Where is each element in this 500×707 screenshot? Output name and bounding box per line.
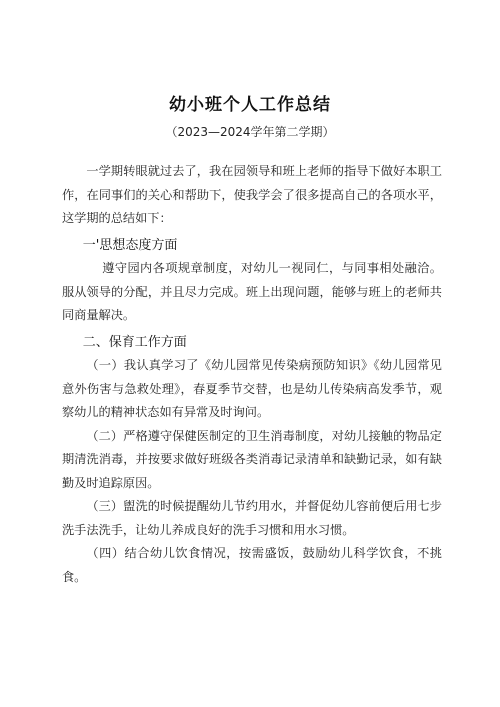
care-paragraph-3: （三）盥洗的时候提醒幼儿节约用水，并督促幼儿容前便后用七步洗手法洗手，让幼儿养成良好的洗手习惯和用水习惯。: [62, 499, 442, 537]
section-heading-attitude: 一'思想态度方面: [82, 237, 178, 253]
section-heading-care-work: 二、保育工作方面: [82, 334, 187, 350]
care-paragraph-1: （一）我认真学习了《幼儿园常见传染病预防知识》《幼儿园常见意外伤害与急救处理》，春夏季节交替，也是幼儿传染病高发季节，观察幼儿的精神状态如有异常及时询问。: [62, 358, 442, 419]
document-subtitle: （2023—2024学年第二学期）: [165, 125, 335, 139]
care-paragraph-2: （二）严格遵守保健医制定的卫生消毒制度，对幼儿接触的物品定期清洗消毒，并按要求做好班级各类消毒记录清单和缺勤记录，如有缺勤及时追踪原因。: [62, 428, 442, 490]
intro-paragraph: 一学期转眼就过去了，我在园领导和班上老师的指导下做好本职工作，在同事们的关心和帮助下，使我学会了很多提高自己的各项水平，这学期的总结如下：: [62, 164, 442, 225]
care-paragraph-4: （四）结合幼儿饮食情况，按需盛饭，鼓励幼儿科学饮食，不挑食。: [62, 546, 442, 584]
document-body: [62, 160, 442, 589]
attitude-paragraph: 遵守园内各项规章制度，对幼儿一视同仁，与同事相处融洽。服从领导的分配，并且尽力完成。班上出现问题，能够与班上的老师共同商量解决。: [62, 261, 442, 322]
document-title: 幼小班个人工作总结: [169, 95, 331, 115]
